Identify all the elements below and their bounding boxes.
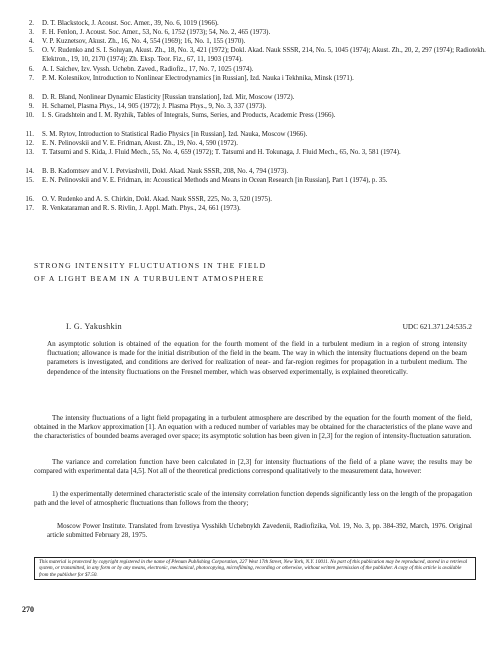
reference-item: 5. O. V. Rudenko and S. I. Soluyan, Akust. Zh., 18, No. 3, 421 (1972); Dokl. Akad. Nauk SSSR, 214, No. 5, 1045 (1974); Akust. Zh., 20, 2, 297 (1974); Radiotekh. Elektron., 19, 10, 2170 (1974); Zh. Eksp. Teor. Fiz., 67, 11, 1903 (1974). [28,47,486,63]
abstract: An asymptotic solution is obtained of the equation for the fourth moment of the field in a turbulent medium in a region of strong intensity fluctuation; allowance is made for the initial distribution of the field in the beam. The way in which the intensity fluctuations depend on the beam parameters is investigated, and conditions are derived for realization of near- and far-region regimes for propagation in a turbulent medium. The dependence of the intensity fluctuations on the Fresnel member, which was observed experimentally, is explained theoretically. [47,340,467,376]
reference-item: 17. R. Venkataraman and R. S. Rivlin, J. Appl. Math. Phys., 24, 661 (1973). [25,205,241,212]
reference-item: 15. E. N. Pelinovskii and V. E. Fridman, in: Acoustical Methods and Means in Ocean Research [in Russian], Part 1 (1974), p. 35. [25,177,388,184]
reference-item: 3. F. H. Fenlon, J. Acoust. Soc. Amer., 53, No. 6, 1752 (1973); 54, No. 2, 465 (1973). [28,29,271,36]
page-number: 270 [22,605,34,614]
footnote: Moscow Power Institute. Translated from Izvestiya Vysshikh Uchebnykh Zavedenii, Radiofizika, Vol. 19, No. 3, pp. 384-392, March, 1976. Original article submitted February 28, 1975. [47,523,472,539]
reference-item: 14. B. B. Kadomtsev and V. I. Petviashvili, Dokl. Akad. Nauk SSSR, 208, No. 4, 794 (1973). [25,168,289,175]
reference-item: 6. A. I. Saichev, Izv. Vyssh. Uchebn. Zaved., Radiofiz., 17, No. 7, 1025 (1974). [28,66,254,73]
reference-item: 2. D. T. Blackstock, J. Acoust. Soc. Amer., 39, No. 6, 1019 (1966). [28,20,219,27]
author-name: I. G. Yakushkin [66,322,123,331]
reference-item: 9. H. Schamel, Plasma Phys., 14, 905 (1972); J. Plasma Phys., 9, No. 3, 337 (1973). [28,103,267,110]
body-paragraph-2: The variance and correlation function have been calculated in [2,3] for intensity fluctuations of the field of a plane wave; the results may be compared with experimental data [4,5]. Not all of the theoretical predictions correspond qualitatively to the measurement data, however: [34,458,472,476]
reference-item: 7. P. M. Kolesnikov, Introduction to Nonlinear Electrodynamics [in Russian], Izd. Nauka i Tekhnika, Minsk (1971). [28,75,354,82]
copyright-notice: This material is protected by copyright registered in the name of Plenum Publishing Corporation, 227 West 17th Street, New York, N.Y. 10011. No part of this publication may be reproduced, stored in a retrieval system, or transmitted, in any form or by any means, electronic, mechanical, photocopying, microfilming, recording or otherwise, without written permission of the publisher. A copy of this article is available from the publisher for $7.50. [34,557,476,580]
reference-item: 13. T. Tatsumi and S. Kida, J. Fluid Mech., 55, No. 4, 659 (1972); T. Tatsumi and H. Tokunaga, J. Fluid Mech., 65, No. 3, 581 (1974). [25,149,401,156]
article-title-line-1: STRONG INTENSITY FLUCTUATIONS IN THE FIELD [34,261,267,270]
reference-item: 8. D. R. Bland, Nonlinear Dynamic Elasticity [Russian translation], Izd. Mir, Moscow (1972). [28,94,295,101]
article-title-line-2: OF A LIGHT BEAM IN A TURBULENT ATMOSPHERE [34,274,265,283]
body-paragraph-1: The intensity fluctuations of a light field propagating in a turbulent atmosphere are described by the equation for the fourth moment of the field, obtained in the Markov approximation [1]. An equation with a reduced number of variables may be obtained for the characteristics of the plane wave and the characteristics of bounded beams averaged over space; its asymptotic solution has been given in [2,3] for the region of intensity-fluctuation saturation. [34,414,472,441]
list-item-1: 1) the experimentally determined characteristic scale of the intensity correlation function depends significantly less on the length of the propagation path and the level of atmospheric fluctuations than follows from the theory; [34,490,472,508]
udc-code: UDC 621.371.24:535.2 [402,322,472,331]
reference-item: 11. S. M. Rytov, Introduction to Statistical Radio Physics [in Russian], Izd. Nauka, Moscow (1966). [25,131,308,138]
reference-item: 10. I. S. Gradshtein and I. M. Ryzhik, Tables of Integrals, Sums, Series, and Products, Academic Press (1966). [25,112,336,119]
reference-item: 16. O. V. Rudenko and A. S. Chirkin, Dokl. Akad. Nauk SSSR, 225, No. 3, 520 (1975). [25,196,273,203]
reference-item: 12. E. N. Pelinovskii and V. E. Fridman, Akust. Zh., 19, No. 4, 590 (1972). [25,140,238,147]
reference-item: 4. V. P. Kuznetsov, Akust. Zh., 16, No. 4, 554 (1969); 16, No. 1, 155 (1970). [28,38,246,45]
